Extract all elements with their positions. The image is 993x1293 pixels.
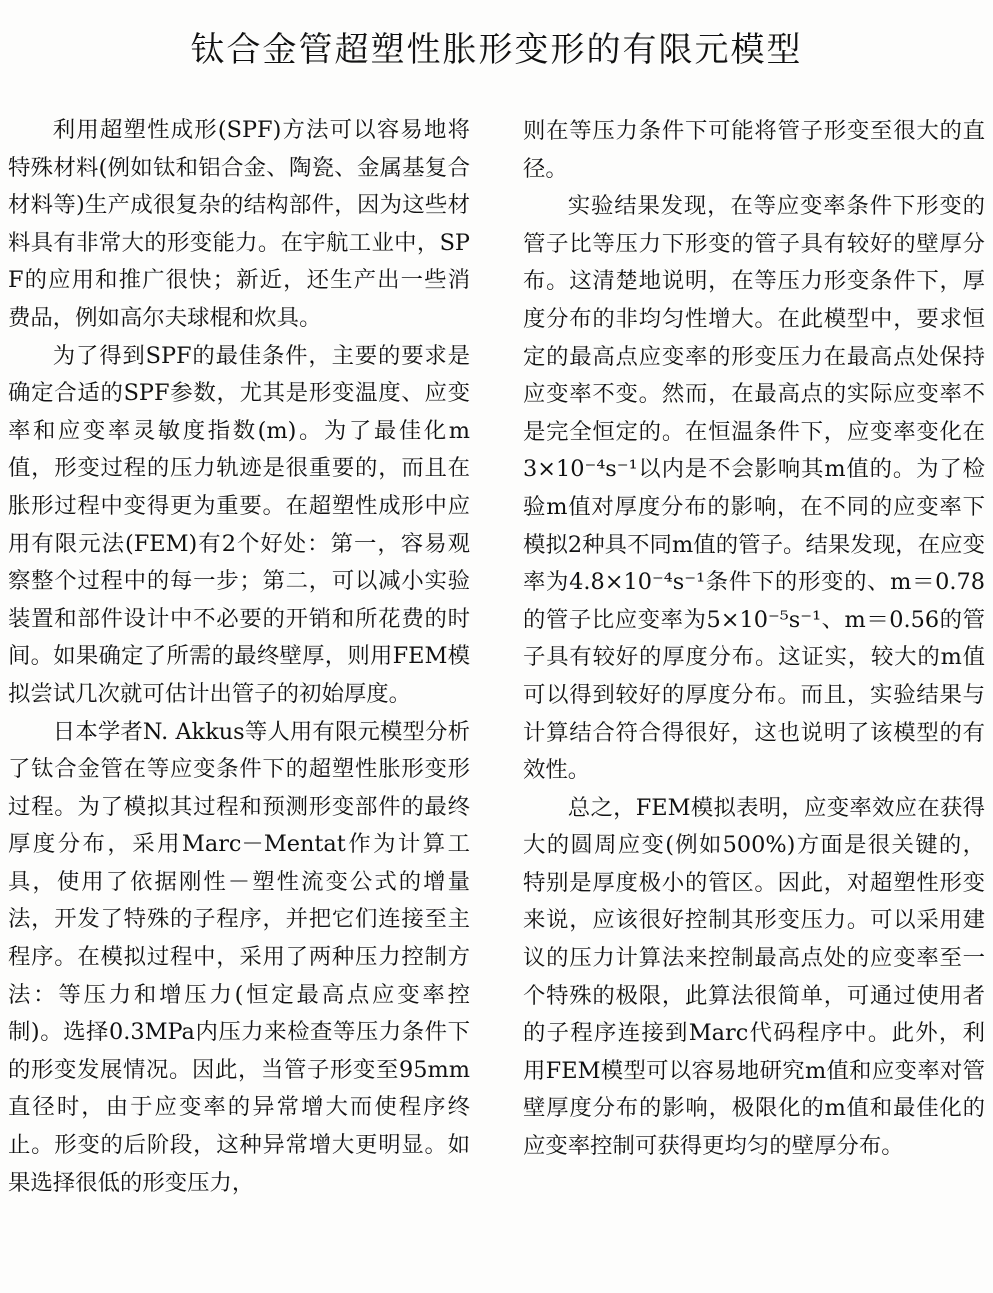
paragraph-akkus-model: 日本学者N. Akkus等人用有限元模型分析了钛合金管在等应变条件下的超塑性胀形变形过程。为了模拟其过程和预测形变部件的最终厚度分布，采用Marc－Mentat作为计算工具，使用了依据刚性－塑性流变公式的增量法，开发了特殊的子程序，并把它们连接至主程序。在模拟过程中，采用了两种压力控制方法：等压力和增压力(恒定最高点应变率控制)。选择0.3MPa内压力来检查等压力条件下的形变发展情况。因此，当管子形变至95mm直径时，由于应变率的异常增大而使程序终止。形变的后阶段，这种异常增大更明显。如果选择很低的形变压力， bbox=[8, 718, 470, 1196]
paragraph-spf-parameters: 为了得到SPF的最佳条件，主要的要求是确定合适的SPF参数，尤其是形变温度、应变率和应变率灵敏度指数(m)。为了最佳化m值，形变过程的压力轨迹是很重要的，而且在胀形过程中变得更为重要。在超塑性成形中应用有限元法(FEM)有2个好处：第一，容易观察整个过程中的每一步；第二，可以减小实验装置和部件设计中不必要的开销和所花费的时间。如果确定了所需的最终壁厚，则用FEM模拟尝试几次就可估计出管子的初始厚度。 bbox=[8, 342, 470, 707]
paragraph-continuation: 则在等压力条件下可能将管子形变至很大的直径。 bbox=[523, 118, 985, 182]
article-title: 钛合金管超塑性胀形变形的有限元模型 bbox=[190, 30, 803, 70]
paragraph-conclusion: 总之，FEM模拟表明，应变率效应在获得大的圆周应变(例如500%)方面是很关键的，特别是厚度极小的管区。因此，对超塑性形变来说，应该很好控制其形变压力。可以采用建议的压力计算法来控制最高点处的应变率至一个特殊的极限，此算法很简单，可通过使用者的子程序连接到Marc代码程序中。此外，利用FEM模型可以容易地研究m值和应变率对管壁厚度分布的影响，极限化的m值和最佳化的应变率控制可获得更均匀的壁厚分布。 bbox=[523, 794, 985, 1160]
right-column bbox=[523, 113, 985, 1166]
paragraph-results: 实验结果发现，在等应变率条件下形变的管子比等压力下形变的管子具有较好的壁厚分布。这清楚地说明，在等压力形变条件下，厚度分布的非均匀性增大。在此模型中，要求恒定的最高点应变率的形变压力在最高点处保持应变率不变。然而，在最高点的实际应变率不是完全恒定的。在恒温条件下，应变率变化在3×10⁻⁴s⁻¹以内是不会影响其m值的。为了检验m值对厚度分布的影响，在不同的应变率下模拟2种具不同m值的管子。结果发现，在应变率为4.8×10⁻⁴s⁻¹条件下的形变的、m＝0.78的管子比应变率为5×10⁻⁵s⁻¹、m＝0.56的管子具有较好的厚度分布。这证实，较大的m值可以得到较好的厚度分布。而且，实验结果与计算结合符合得很好，这也说明了该模型的有效性。 bbox=[523, 193, 985, 784]
left-column bbox=[8, 112, 470, 1202]
paragraph-spf-intro: 利用超塑性成形(SPF)方法可以容易地将特殊材料(例如钛和铝合金、陶瓷、金属基复合材料等)生产成很复杂的结构部件，因为这些材料具有非常大的形变能力。在宇航工业中，SPF的应用和推广很快；新近，还生产出一些消费品，例如高尔夫球棍和炊具。 bbox=[8, 117, 470, 331]
